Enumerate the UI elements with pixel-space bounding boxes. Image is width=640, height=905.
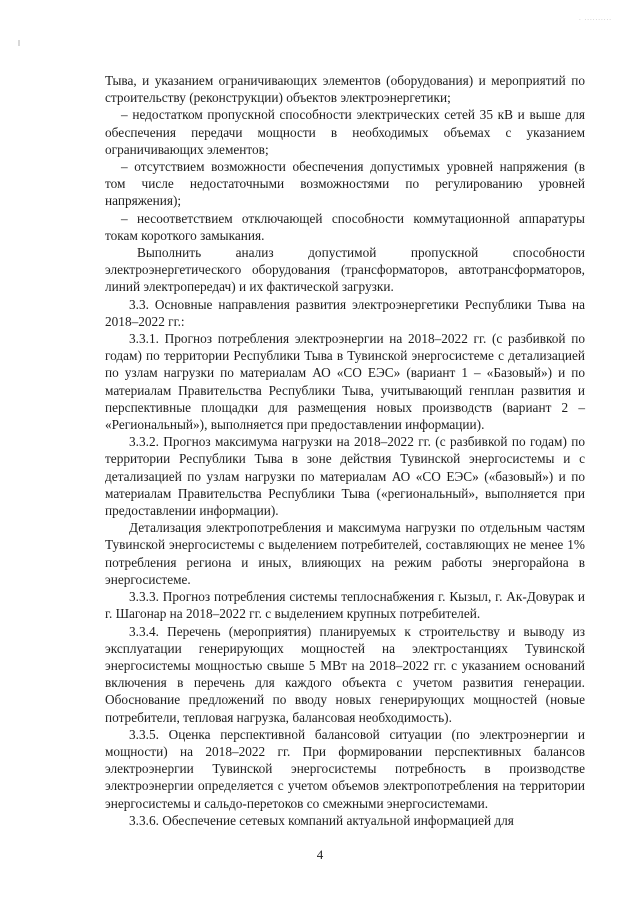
paragraph: 3.3.1. Прогноз потребления электроэнергии на 2018–2022 гг. (с разбивкой по годам) по территории Республики Тыва в Тувинской энергосистеме с детализацией по узлам нагрузки по материалам АО «СО ЕЭС» (вариант 1 – «Базовый») и по материалам Правительства Республики Тыва, учитывающий генплан развития и перспективные площадки для размещения новых производств (вариант 2 – «Региональный»), выполняется при предоставлении информации).	[105, 331, 585, 433]
paragraph: – отсутствием возможности обеспечения допустимых уровней напряжения (в том числе недостаточными возможностями по регулированию уровней напряжения);	[105, 159, 585, 209]
paragraph: – несоответствием отключающей способности коммутационной аппаратуры токам короткого замыкания.	[105, 210, 585, 243]
page-number: 4	[316, 847, 324, 862]
scan-edge-artifact	[18, 40, 20, 46]
paragraph: Выполнить анализ допустимой пропускной способности электроэнергетического оборудования (трансформаторов, автотрансформаторов, линий электропередач) и их фактической загрузки.	[105, 245, 585, 295]
paragraph: Детализация электропотребления и максимума нагрузки по отдельным частям Тувинской энергосистемы с выделением потребителей, составляющих не менее 1% потребления региона и иных, влияющих на режим работы энергорайона в энергосистеме.	[105, 520, 585, 587]
paragraph: 3.3.4. Перечень (мероприятия) планируемых к строительству и выводу из эксплуатации генерирующих мощностей на электростанциях Тувинской энергосистемы мощностью свыше 5 МВт на 2018–2022 гг. с указанием оснований включения в перечень для каждого объекта с учетом развития генерации. Обоснование предложений по вводу новых генерирующих мощностей (новые потребители, тепловая нагрузка, балансовая необходимость).	[105, 623, 585, 725]
paragraph: 3.3. Основные направления развития электроэнергетики Республики Тыва на 2018–2022 гг.:	[105, 296, 585, 329]
paragraph: Тыва, и указанием ограничивающих элементов (оборудования) и мероприятий по строительству (реконструкции) объектов электроэнергетики;	[105, 73, 585, 106]
paragraph: – недостатком пропускной способности электрических сетей 35 кВ и выше для обеспечения передачи мощности в необходимых объемах с указанием ограничивающих элементов;	[105, 107, 585, 157]
paragraph: 3.3.2. Прогноз максимума нагрузки на 2018–2022 гг. (с разбивкой по годам) по территории Республики Тыва в зоне действия Тувинской энергосистемы и с детализацией по узлам нагрузки по материалам АО «СО ЕЭС» («базовый») и по материалам Правительства Республики Тыва («региональный», выполняется при предоставлении информации).	[105, 434, 585, 519]
document-body	[105, 72, 585, 829]
paragraph: 3.3.3. Прогноз потребления системы теплоснабжения г. Кызыл, г. Ак-Довурак и г. Шагонар на 2018–2022 гг. с выделением крупных потребителей.	[105, 589, 585, 622]
paragraph: 3.3.6. Обеспечение сетевых компаний актуальной информацией для	[129, 812, 514, 828]
paragraph: 3.3.5. Оценка перспективной балансовой ситуации (по электроэнергии и мощности) на 2018–2022 гг. При формировании перспективных балансов электроэнергии Тувинской энергосистемы потребность в производстве электроэнергии определяется с учетом объемов электропотребления на территории энергосистемы и сальдо-перетоков со смежными энергосистемами.	[105, 726, 585, 811]
scan-artifact: . ..........	[579, 14, 612, 22]
